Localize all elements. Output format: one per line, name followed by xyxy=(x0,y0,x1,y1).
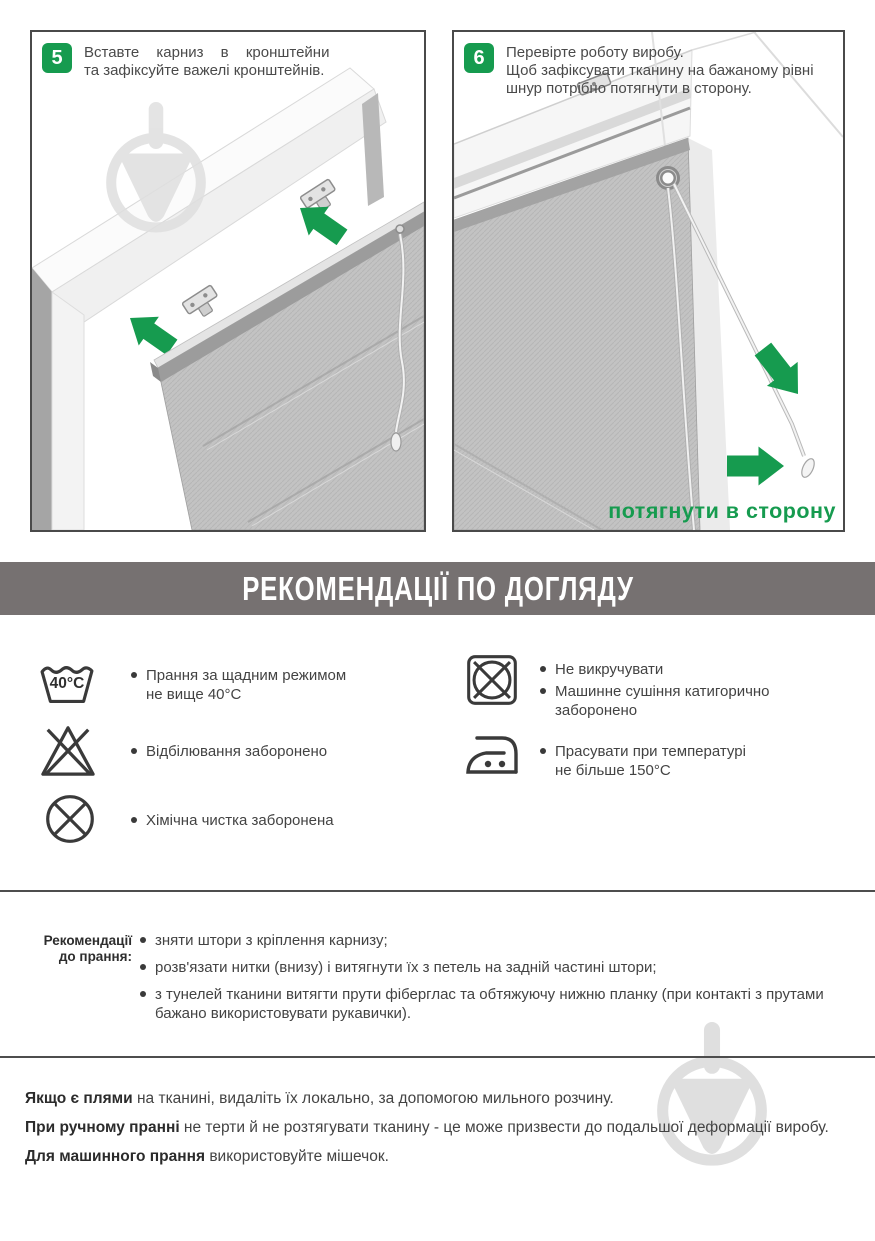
note-stains-text: на тканині, видаліть їх локально, за допомогою мильного розчину. xyxy=(132,1090,614,1107)
divider-line xyxy=(0,890,875,892)
care-recommendations-banner xyxy=(0,562,875,615)
bleach-text xyxy=(131,742,327,761)
green-arrow-icon xyxy=(727,337,813,485)
note-handwash-lead: При ручному пранні xyxy=(25,1119,180,1136)
bullet-dot xyxy=(540,688,546,694)
washing-item1: зняти штори з кріплення карнизу; xyxy=(155,932,388,949)
washing-recommendations-list xyxy=(140,931,855,1031)
pull-aside-caption: потягнути в сторону xyxy=(608,499,836,523)
banner-title: РЕКОМЕНДАЦІЇ ПО ДОГЛЯДУ xyxy=(241,570,634,607)
note-machinewash xyxy=(25,1148,855,1166)
step-5-line1: Вставте карниз в кронштейни xyxy=(84,44,330,61)
note-stains xyxy=(25,1090,855,1108)
iron-line2: не більше 150°С xyxy=(555,762,671,779)
step-5-text xyxy=(84,43,329,80)
step-6-line2: Щоб зафіксувати тканину на бажаному рівні xyxy=(506,62,814,79)
step-6-line1: Перевірте роботу виробу. xyxy=(506,44,684,61)
washing-recommendations-label xyxy=(20,933,132,965)
cord-pull-illustration xyxy=(454,32,843,530)
wash-40-icon xyxy=(36,658,98,706)
iron-150-icon xyxy=(464,732,520,783)
wring-tumble-text xyxy=(540,660,770,720)
bullet-dot xyxy=(131,748,137,754)
bullet-dot xyxy=(540,748,546,754)
wring-line1: Не викручувати xyxy=(555,661,664,678)
step-6-badge: 6 xyxy=(464,43,494,73)
washing-label-line2: до прання: xyxy=(58,949,132,964)
tumble-line1: Машинне сушіння катигорично xyxy=(555,683,770,700)
cord-tassel xyxy=(799,457,817,479)
wash-line2: не вище 40°С xyxy=(146,686,242,703)
dryclean-line1: Хімічна чистка заборонена xyxy=(146,812,334,829)
bullet-dot xyxy=(140,937,146,943)
step-6-text xyxy=(506,43,814,98)
wash-text xyxy=(131,666,346,704)
cord-eyelet xyxy=(396,225,404,233)
list-item xyxy=(140,931,855,950)
bleach-line1: Відбілювання заборонено xyxy=(146,743,328,760)
bullet-dot xyxy=(140,991,146,997)
wash-line1: Прання за щадним режимом xyxy=(146,667,347,684)
carnice-install-illustration xyxy=(32,32,424,530)
step-6-panel xyxy=(452,30,845,532)
wash-temp-label: 40°C xyxy=(49,675,85,692)
washing-label-line1: Рекомендації xyxy=(43,933,132,948)
list-item xyxy=(140,958,855,977)
washing-item3: з тунелей тканини витягти прути фіберглас та обтяжуючу нижню планку (при контакті з прутами бажано використовувати рукавички). xyxy=(155,986,824,1022)
step-5-badge: 5 xyxy=(42,43,72,73)
washing-item2: розв'язати нитки (внизу) і витягнути їх з петель на задній частині штори; xyxy=(155,959,657,976)
divider-line xyxy=(0,1056,875,1058)
list-item xyxy=(140,985,855,1023)
step-5-panel xyxy=(30,30,426,532)
note-stains-lead: Якщо є плями xyxy=(25,1090,133,1107)
bullet-dot xyxy=(540,666,546,672)
step-5-line2: та зафіксуйте важелі кронштейнів. xyxy=(84,62,325,79)
bracket-icon xyxy=(182,285,223,323)
dryclean-text xyxy=(131,811,334,830)
iron-line1: Прасувати при температурі xyxy=(555,743,746,760)
cord-tassel xyxy=(391,433,401,451)
step-6-line3: шнур потрібно потягнути в сторону. xyxy=(506,80,752,97)
note-machinewash-lead: Для машинного прання xyxy=(25,1148,206,1165)
bullet-dot xyxy=(131,672,137,678)
no-dryclean-icon xyxy=(44,793,96,850)
iron-text xyxy=(540,742,746,780)
no-bleach-icon xyxy=(40,724,96,783)
bullet-dot xyxy=(140,964,146,970)
note-machinewash-text: використовуйте мішечок. xyxy=(205,1148,389,1165)
bullet-dot xyxy=(131,817,137,823)
note-handwash-text: не терти й не розтягувати тканину - це може призвести до подальшої деформації виробу. xyxy=(179,1119,829,1136)
bottom-notes xyxy=(25,1090,855,1177)
brand-watermark-icon xyxy=(111,102,201,227)
tumble-line2: заборонено xyxy=(555,702,638,719)
note-handwash xyxy=(25,1119,855,1137)
no-wring-tumble-icon xyxy=(466,654,518,711)
